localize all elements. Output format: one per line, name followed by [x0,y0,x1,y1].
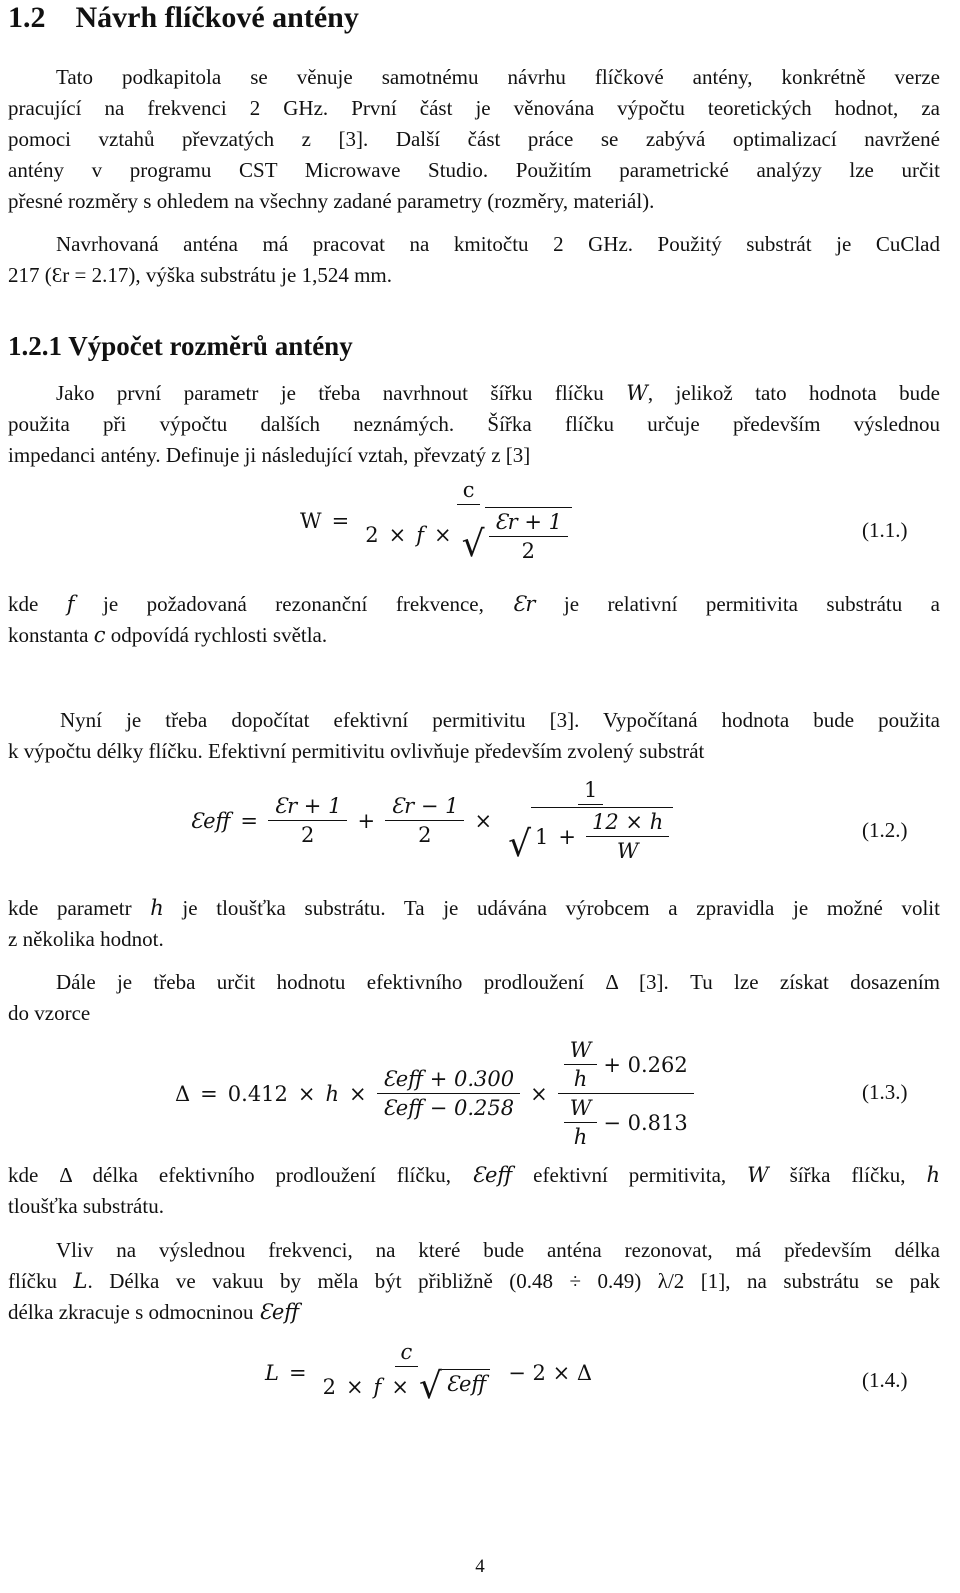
p7-line-3 [8,1297,299,1328]
spec-line-1: Navrhovaná anténa má pracovat na kmitočtu 2 GHz. Použitý substrát je CuClad [56,232,940,256]
eq2-equals: = [240,808,258,833]
var-f: f [66,592,75,616]
eq3-times-3: × [530,1081,548,1106]
eq3-add: + 0.262 [603,1052,688,1077]
eq4-num: c [395,1340,419,1367]
p7-line-1: Vliv na výslednou frekvenci, na které bude anténa rezonovat, má především délka [56,1238,940,1262]
p6-line-1 [8,1160,940,1191]
eq2-f3-den [502,805,679,863]
var-delta: Δ [59,1163,72,1187]
eq1-sqrt [462,507,572,563]
eq1-rad-den: 2 [521,539,535,563]
eq3-w-top: W [564,1038,598,1065]
p4-text-a: kde parametr [8,896,151,920]
var-er: Ɛr [512,592,536,616]
p2-text-b: je požadovaná rezonanční frekvence, [74,592,513,616]
eq3-f1-num: Ɛeff + 0.300 [377,1067,520,1094]
p1-line-2: použita při výpočtu dalších neznámých. Šířka flíčku určuje především výslednou [8,412,940,436]
eq2-f2-den: 2 [418,823,432,847]
eq3-w-bottom: W [564,1096,598,1123]
spec-line-2: 217 (Ɛr = 2.17), výška substrátu je 1,524 mm. [8,263,392,287]
p5-line-1: Dále je třeba určit hodnotu efektivního prodloužení Δ [3]. Tu lze získat dosazením [56,970,940,994]
eq1-f: f [416,523,424,547]
p1-text-a: Jako první parametr je třeba navrhnout šířku flíčku [56,381,627,405]
p5-line-2: do vzorce [8,1001,91,1025]
page-number: 4 [475,1556,485,1577]
eq2-fraction-1 [268,794,347,847]
intro-line-1: Tato podkapitola se věnuje samotnému návrhu flíčkové antény, konkrétně verze [56,65,940,89]
intro-line-2: pracující na frekvenci 2 GHz. První část je věnována výpočtu teoretických hodnot, za [8,96,940,120]
eq4-tail: − 2 × Δ [508,1360,593,1385]
eq2-one: 1 [535,824,549,849]
eq2-inner-num: 12 × h [586,810,669,837]
intro-line-3: pomoci vztahů převzatých z [3]. Další část práce se zabývá optimalizací navržené [8,127,940,151]
p1-line-1 [56,378,940,409]
eq3-f2-den [558,1094,694,1149]
p6-text-a: kde [8,1163,60,1187]
eq3-equals: = [200,1081,218,1106]
p2-line-2 [8,620,327,651]
p2-text-e: odpovídá rychlosti světla. [105,623,328,647]
eq3-h: h [325,1081,340,1106]
eq2-fraction-2 [385,794,464,847]
var-c: c [93,623,106,647]
var-h: h [150,896,164,920]
eq4-lhs: L [265,1360,279,1385]
eq4-den [317,1367,497,1405]
eq4-f: f [373,1375,382,1399]
sqrt-symbol-icon: √ [461,524,485,565]
section-title: Návrh flíčkové antény [75,1,359,34]
sqrt-symbol-icon: √ [418,1366,442,1407]
var-w: W [626,381,648,405]
eq3-wh-bottom [564,1096,598,1149]
eq3-lhs: Δ [175,1081,191,1106]
subsection-title: Výpočet rozměrů antény [68,331,353,361]
eq1-label: (1.1.) [862,518,908,542]
eq4-equals: = [288,1360,307,1385]
p7-text-c: délka zkracuje s odmocninou [8,1300,259,1324]
var-h-2: h [926,1163,941,1187]
p2-text-a: kde [8,592,67,616]
sqrt-symbol-icon: √ [508,824,532,865]
eq1-two: 2 [365,523,379,547]
eq4-times-1: × [345,1375,364,1399]
p6-text-d: šířka flíčku, [768,1163,927,1187]
var-l: L [73,1269,88,1293]
eq1-numerator: c [457,478,481,505]
var-eeff: Ɛeff [471,1163,513,1187]
eq3-fraction-2 [558,1038,694,1149]
eq2-inner-fraction [586,810,669,863]
eq1-rad-num: Ɛr + 1 [489,510,568,537]
var-w-2: W [747,1163,769,1187]
intro-line-5: přesné rozměry s ohledem na všechny zadané parametry (rozměry, materiál). [8,189,655,213]
eq3-wh-top [564,1038,598,1091]
eq4-radicand: Ɛeff [442,1369,490,1405]
eq3-f1-den: Ɛeff − 0.258 [382,1096,515,1120]
p6-text-b: délka efektivního prodloužení flíčku, [71,1163,472,1187]
section-heading [8,0,359,36]
p1-line-3: impedanci antény. Definuje ji následující vztah, převzatý z [3] [8,443,531,467]
eq3-f2-num [558,1038,694,1094]
p2-text-c: je relativní permitivita substrátu a [535,592,941,616]
p6-line-2: tloušťka substrátu. [8,1194,164,1218]
eq2-inner-den: W [616,839,639,863]
eq4-two: 2 [322,1375,336,1399]
eq3-sub: − 0.813 [603,1110,688,1135]
p6-text-c: efektivní permitivita, [512,1163,748,1187]
var-eeff-2: Ɛeff [258,1300,300,1324]
subsection-heading [8,329,353,363]
eq3-h-top: h [573,1067,588,1091]
equation-1-2 [190,778,679,863]
eq1-equals: = [331,508,350,533]
eq1-times-1: × [388,523,407,547]
section-number: 1.2 [8,1,46,34]
eq2-times: × [474,808,493,833]
p3-line-2: k výpočtu délky flíčku. Efektivní permitivitu ovlivňuje především zvolený substrát [8,739,705,763]
eq2-plus-2: + [558,824,577,849]
equation-1-4 [265,1340,592,1405]
p2-text-d: konstanta [8,623,94,647]
eq2-radicand [531,807,673,863]
p7-text-a: flíčku [8,1269,74,1293]
p7-text-b: . Délka ve vakuu by měla být přibližně (0.48 ÷ 0.49) λ/2 [1], na substrátu se pak [87,1269,940,1293]
eq3-coef: 0.412 [227,1081,288,1106]
intro-line-4: antény v programu CST Microwave Studio. Použitím parametrické analýzy lze určit [8,158,940,182]
p4-line-2: z několika hodnot. [8,927,164,951]
eq3-times-1: × [297,1081,316,1106]
eq3-times-2: × [349,1081,367,1106]
eq3-label: (1.3.) [862,1080,908,1104]
eq3-h-bottom: h [573,1125,588,1149]
eq2-lhs: Ɛeff [190,808,231,833]
eq2-f1-den: 2 [301,823,315,847]
eq1-fraction [359,478,578,563]
equation-1-3 [175,1038,694,1149]
eq2-label: (1.2.) [862,818,908,842]
p2-line-1 [8,589,940,620]
p4-text-b: je tloušťka substrátu. Ta je udávána výrobcem a zpravidla je možné volit [163,896,940,920]
p7-line-2 [8,1266,940,1297]
eq1-denominator [359,505,578,563]
eq2-f3-num: 1 [578,778,603,805]
equation-1-1 [300,478,578,563]
eq1-lhs: W [300,508,322,533]
eq4-fraction [317,1340,497,1405]
eq2-f1-num: Ɛr + 1 [268,794,347,821]
eq3-fraction-1 [377,1067,520,1120]
subsection-number: 1.2.1 [8,331,62,361]
eq2-fraction-3 [502,778,679,863]
p3-line-1: Nyní je třeba dopočítat efektivní permitivitu [3]. Vypočítaná hodnota bude použita [60,708,940,732]
eq1-times-2: × [433,523,452,547]
p1-text-b: , jelikož tato hodnota bude [647,381,940,405]
p4-line-1 [8,893,940,924]
eq4-label: (1.4.) [862,1368,908,1392]
eq2-sqrt [508,807,673,863]
eq2-plus: + [357,808,376,833]
eq1-radicand [485,507,572,563]
eq2-f2-num: Ɛr − 1 [385,794,464,821]
eq4-sqrt [418,1366,490,1407]
eq4-times-2: × [391,1375,409,1399]
